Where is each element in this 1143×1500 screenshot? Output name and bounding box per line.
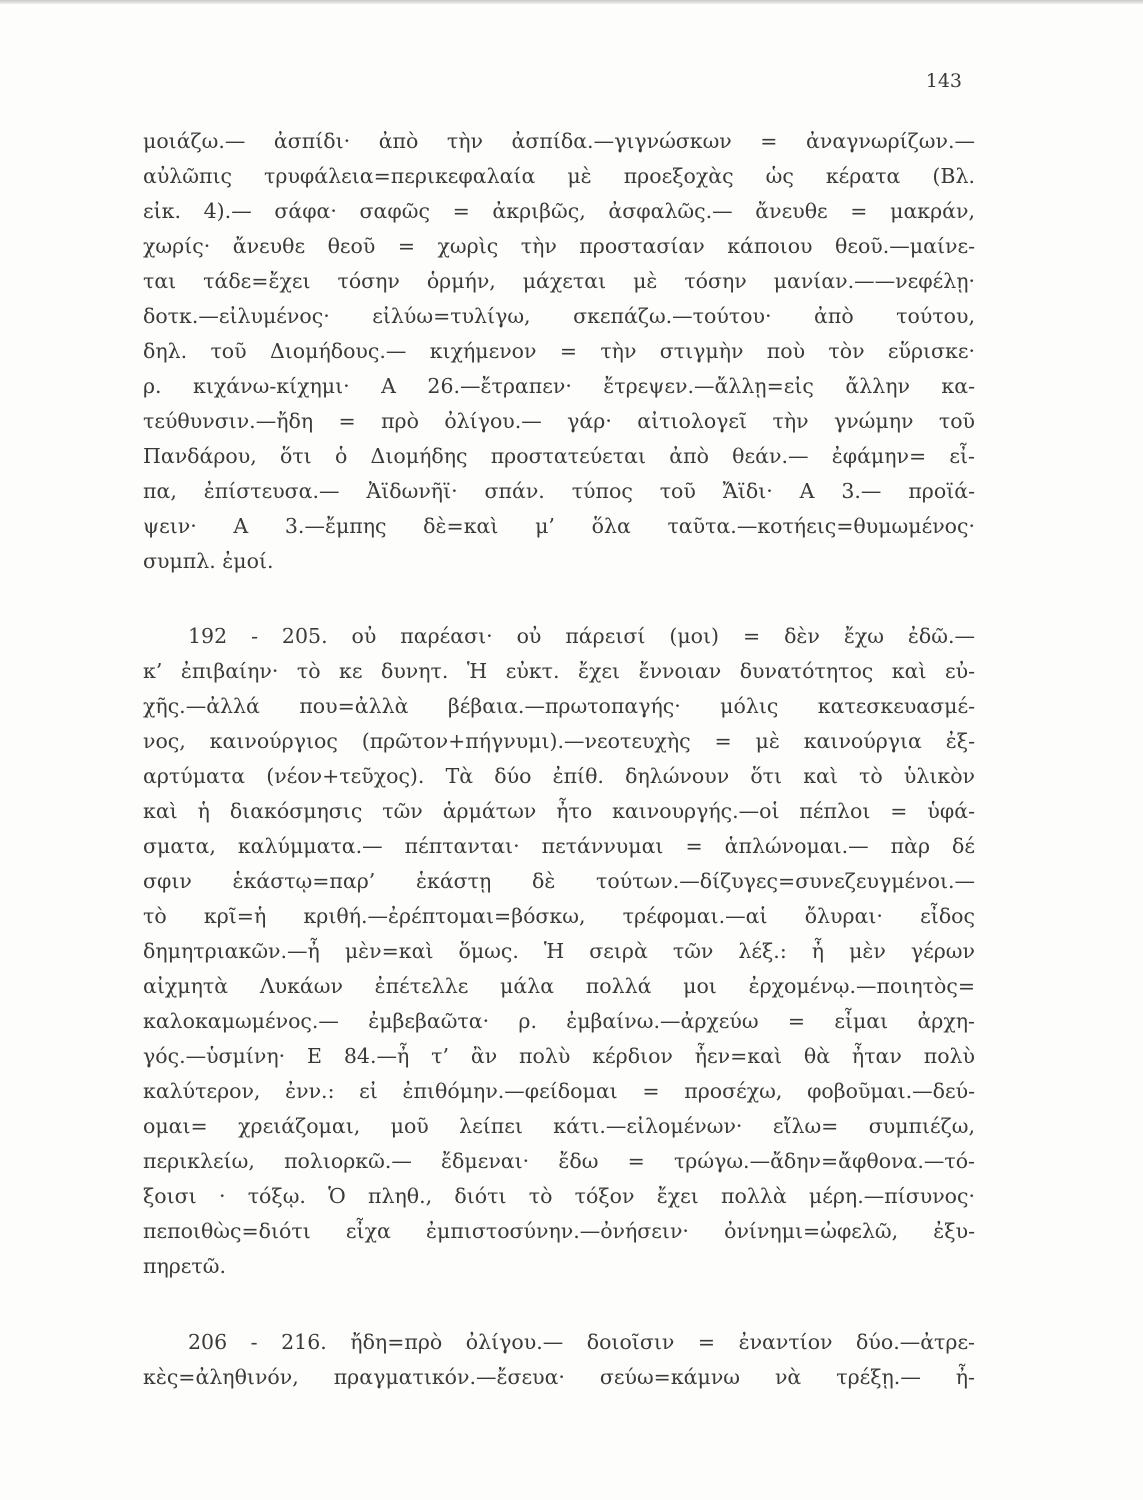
text-line: χωρίς· ἄνευθε θεοῦ = χωρὶς τὴν προστασίαν κάποιου θεοῦ.—μαίνε- [143,234,975,258]
text-line: σφιν ἑκάστῳ=παρ’ ἑκάστῃ δὲ τούτων.—δίζυγες=συνεζευγμένοι.— [143,869,975,893]
text-line: σματα, καλύμματα.— πέπτανται· πετάννυμαι = ἁπλώνομαι.— πὰρ δέ [143,834,975,858]
text-line: αὐλῶπις τρυφάλεια=περικεφαλαία μὲ προεξοχὰς ὡς κέρατα (Βλ. [143,164,975,188]
text-line: πα, ἐπίστευσα.— Ἀϊδωνῆϊ· σπάν. τύπος τοῦ Ἄϊδι· Α 3.— προϊά- [143,479,975,503]
text-line: κ’ ἐπιβαίην· τὸ κε δυνητ. Ἡ εὐκτ. ἔχει ἔννοιαν δυνατότητος καὶ εὐ- [143,659,975,683]
text-line: κὲς=ἀληθινόν, πραγματικόν.—ἔσευα· σεύω=κάμνω νὰ τρέξῃ.— ἦ- [143,1365,975,1389]
text-line: τεύθυνσιν.—ἤδη = πρὸ ὀλίγου.— γάρ· αἰτιολογεῖ τὴν γνώμην τοῦ [143,409,975,433]
page-top-edge [0,0,1143,4]
page-number: 143 [925,70,962,92]
text-line: ξοισι · τόξῳ. Ὁ πληθ., διότι τὸ τόξον ἔχει πολλὰ μέρη.—πίσυνος· [143,1184,975,1208]
text-line: αἰχμητὰ Λυκάων ἐπέτελλε μάλα πολλά μοι ἐρχομένῳ.—ποιητὸς= [143,974,975,998]
text-line: ψειν· Α 3.—ἔμπης δὲ=καὶ μ’ ὅλα ταῦτα.—κοτήεις=θυμωμένος· [143,514,975,538]
text-line: γός.—ὑσμίνη· Ε 84.—ἦ τ’ ἂν πολὺ κέρδιον ἦεν=καὶ θὰ ἦταν πολὺ [143,1044,975,1068]
text-line: καλοκαμωμένος.— ἐμβεβαῶτα· ρ. ἐμβαίνω.—ἀρχεύω = εἶμαι ἀρχη- [143,1009,975,1033]
text-line: δημητριακῶν.—ἦ μὲν=καὶ ὅμως. Ἡ σειρὰ τῶν λέξ.: ἦ μὲν γέρων [143,939,975,963]
text-line: εἰκ. 4).— σάφα· σαφῶς = ἀκριβῶς, ἀσφαλῶς.— ἄνευθε = μακράν, [143,199,975,223]
text-line: συμπλ. ἐμοί. [143,549,274,573]
commentary-paragraph-192-205 [143,619,975,1284]
text-line: Πανδάρου, ὅτι ὁ Διομήδης προστατεύεται ἀπὸ θεάν.— ἐφάμην= εἶ- [143,444,975,468]
commentary-paragraph-206-216 [143,1325,975,1395]
text-line: 206 - 216. ἤδη=πρὸ ὀλίγου.— δοιοῖσιν = ἐναντίον δύο.—ἀτρε- [188,1330,975,1354]
text-line: αρτύματα (νέον+τεῦχος). Τὰ δύο ἐπίθ. δηλώνουν ὅτι καὶ τὸ ὑλικὸν [143,764,975,788]
text-line: καὶ ἡ διακόσμησις τῶν ἁρμάτων ἦτο καινουργής.—οἱ πέπλοι = ὑφά- [143,799,975,823]
text-line: 192 - 205. οὐ παρέασι· οὐ πάρεισί (μοι) = δὲν ἔχω ἐδῶ.— [188,624,975,648]
text-line: καλύτερον, ἐνν.: εἰ ἐπιθόμην.—φείδομαι = προσέχω, φοβοῦμαι.—δεύ- [143,1079,975,1103]
text-line: δοτκ.—εἰλυμένος· εἰλύω=τυλίγω, σκεπάζω.—τούτου· ἀπὸ τούτου, [143,304,975,328]
text-line: μοιάζω.— ἀσπίδι· ἀπὸ τὴν ἀσπίδα.—γιγνώσκων = ἀναγνωρίζων.— [143,129,975,153]
text-line: πηρετῶ. [143,1254,227,1278]
text-line: πεποιθὼς=διότι εἶχα ἐμπιστοσύνην.—ὀνήσειν· ὀνίνημι=ὠφελῶ, ἐξυ- [143,1219,975,1243]
text-line: δηλ. τοῦ Διομήδους.— κιχήμενον = τὴν στιγμὴν ποὺ τὸν εὕρισκε· [143,339,975,363]
text-line: χῆς.—ἀλλά που=ἀλλὰ βέβαια.—πρωτοπαγής· μόλις κατεσκευασμέ- [143,694,975,718]
text-line: νος, καινούργιος (πρῶτον+πήγνυμι).—νεοτευχὴς = μὲ καινούργια ἐξ- [143,729,975,753]
text-line: περικλείω, πολιορκῶ.— ἔδμεναι· ἔδω = τρώγω.—ἄδην=ἄφθονα.—τό- [143,1149,975,1173]
text-line: ται τάδε=ἔχει τόσην ὁρμήν, μάχεται μὲ τόσην μανίαν.——νεφέλῃ· [143,269,975,293]
text-line: ρ. κιχάνω-κίχημι· Α 26.—ἔτραπεν· ἔτρεψεν.—ἄλλῃ=εἰς ἄλλην κα- [143,374,975,398]
text-line: ομαι= χρειάζομαι, μοῦ λείπει κάτι.—εἰλομένων· εἴλω= συμπιέζω, [143,1114,975,1138]
commentary-paragraph-1 [143,124,975,579]
text-line: τὸ κρῖ=ἡ κριθή.—ἐρέπτομαι=βόσκω, τρέφομαι.—αἱ ὄλυραι· εἶδος [143,904,975,928]
